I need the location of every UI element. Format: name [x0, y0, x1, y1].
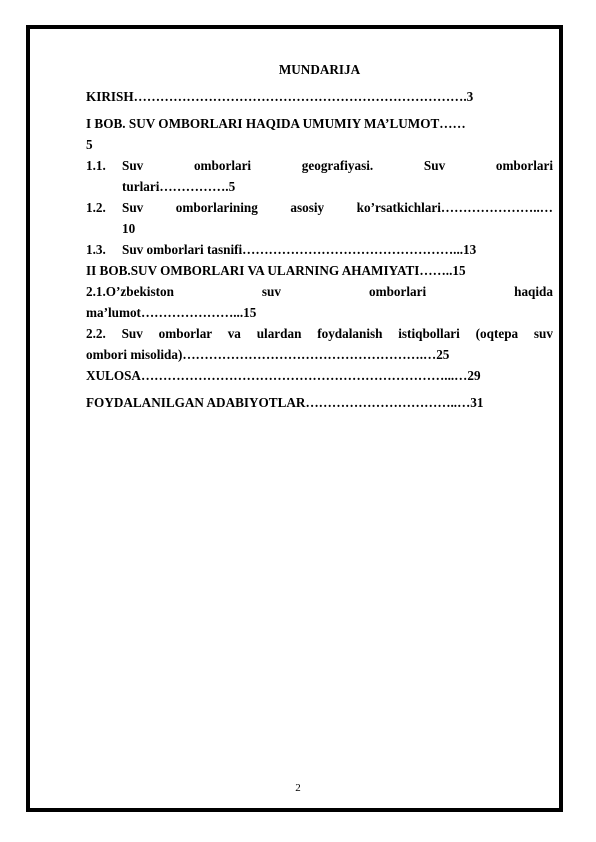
toc-entry-xulosa: XULOSA……………………………………………………………...…29 — [86, 368, 481, 383]
section-number: 1.2. — [86, 200, 106, 215]
toc-title: MUNDARIJA — [278, 62, 361, 77]
toc-entry-1-2-line2: 10 — [122, 221, 136, 236]
toc-entry-kirish: KIRISH………………………………………………………………….3 — [86, 89, 474, 104]
toc-entry-adabiyotlar: FOYDALANILGAN ADABIYOTLAR……………………………..…31 — [86, 395, 484, 410]
toc-entry-chapter-1-page: 5 — [86, 137, 93, 152]
section-number: 1.3. — [86, 242, 106, 257]
table-of-contents — [86, 59, 553, 413]
toc-entry-2-1-line1: 2.1.O’zbekiston suv omborlari haqida — [86, 284, 553, 299]
toc-entry-2-2-line2: ombori misolida)……………………………………………….…25 — [86, 347, 450, 362]
toc-entry-1-1-line1: Suv omborlari geografiyasi. Suv omborlari — [122, 158, 553, 173]
toc-entry-1-1 — [86, 155, 553, 197]
page-number: 2 — [295, 782, 301, 794]
toc-entry-2-2-line1: 2.2. Suv omborlar va ulardan foydalanish istiqbollari (oqtepa suv — [86, 326, 553, 341]
toc-entry-1-2 — [86, 197, 553, 239]
toc-entry-1-1-line2: turlari…………….5 — [122, 179, 236, 194]
toc-entry-1-3 — [86, 239, 553, 260]
toc-entry-1-3-line1: Suv omborlari tasnifi…………………………………………...13 — [122, 242, 477, 257]
toc-entry-1-2-line1: Suv omborlarining asosiy ko’rsatkichlari…………………..… — [122, 200, 553, 215]
toc-entry-chapter-1: I BOB. SUV OMBORLARI HAQIDA UMUMIY MA’LUMOT…… — [86, 116, 466, 131]
section-number: 1.1. — [86, 158, 106, 173]
toc-entry-chapter-2: II BOB.SUV OMBORLARI VA ULARNING AHAMIYATI……..15 — [86, 263, 466, 278]
toc-entry-2-1-line2: ma’lumot…………………...15 — [86, 305, 257, 320]
